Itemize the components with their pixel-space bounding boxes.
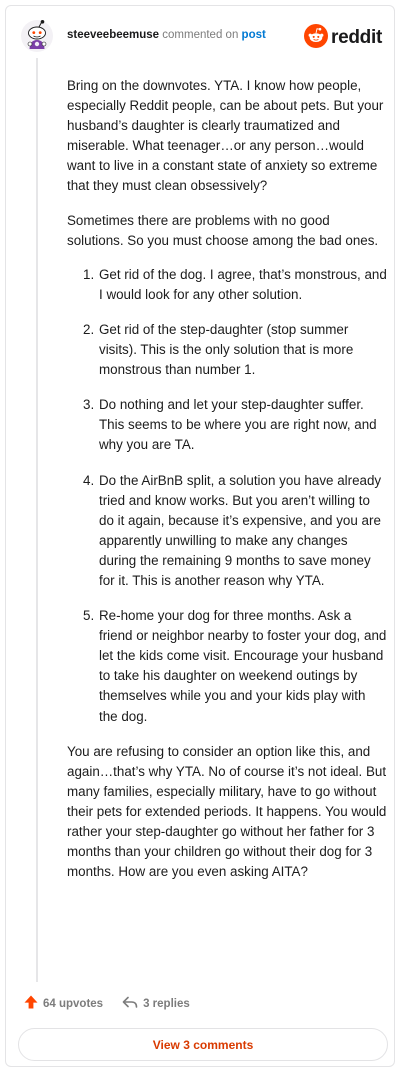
comment-actions [23,994,190,1014]
list-item-text: Do nothing and let your step-daughter suffer. This seems to be where you are right now, and why you are TA. [99,397,377,453]
view-comments-button[interactable] [18,1028,388,1061]
options-list [67,265,387,727]
snoo-avatar-icon[interactable] [20,19,54,53]
list-number: 3. [83,397,95,413]
reddit-logo-icon [304,24,328,53]
list-item [67,395,387,455]
reddit-wordmark: reddit [331,27,382,48]
comment-paragraph: Bring on the downvotes. YTA. I know how people, especially Reddit people, can be about pets. But your husband’s daughter is clearly traumatized and miserable. What teenager…or any person…would want to live in a constant state of anxiety so extreme that they must clean obsessively? [67,78,384,194]
comment-byline [67,27,266,43]
list-item-text: Re-home your dog for three months. Ask a friend or neighbor nearby to foster your dog, and let the kids come visit. Encourage your husband to take his daughter on weekend outings by themselves while you and your kids play with the dog. [99,608,387,724]
upvote-count: 64 upvotes [43,998,104,1010]
comment-card [5,5,395,1067]
reply-button[interactable] [121,994,190,1015]
list-number: 1. [83,266,95,282]
username-link[interactable]: steeveebeemuse [67,29,160,41]
upvote-button[interactable] [23,994,103,1015]
list-number: 5. [83,608,95,624]
comment-header [20,19,382,59]
thread-line[interactable] [36,58,38,982]
list-number: 2. [83,321,95,337]
list-item [67,265,387,305]
list-item-text: Do the AirBnB split, a solution you have already tried and know works. But you aren’t willing to do it again, because it’s expensive, and you are apparently unwilling to make any changes during the remaining 9 months to save money for it. This is another reason why YTA. [99,472,382,588]
list-item [67,320,387,380]
reddit-brand[interactable] [304,25,382,51]
list-item [67,606,387,727]
list-item-text: Get rid of the step-daughter (stop summer visits). This is the only solution that is more monstrous than number 1. [99,321,354,378]
reply-arrow-icon [121,994,139,1015]
list-item-text: Get rid of the dog. I agree, that’s monstrous, and I would look for any other solution. [99,266,387,302]
upvote-arrow-icon [23,994,39,1015]
comment-body [67,76,387,896]
list-number: 4. [83,472,95,488]
list-item [67,471,387,592]
comment-paragraph: You are refusing to consider an option like this, and again…that’s why YTA. No of course it’s not ideal. But many families, especially military, have to go without their pets for extended periods. It happens. You would rather your step-daughter go without her father for 3 months than your children go without their dog for 3 months. How are you even asking AITA? [67,743,387,880]
post-link[interactable]: post [241,29,266,41]
reply-count: 3 replies [143,998,190,1010]
view-comments-label: View 3 comments [152,1037,254,1052]
action-text: commented on [162,29,239,41]
comment-paragraph: Sometimes there are problems with no good solutions. So you must choose among the bad ones. [67,212,379,248]
